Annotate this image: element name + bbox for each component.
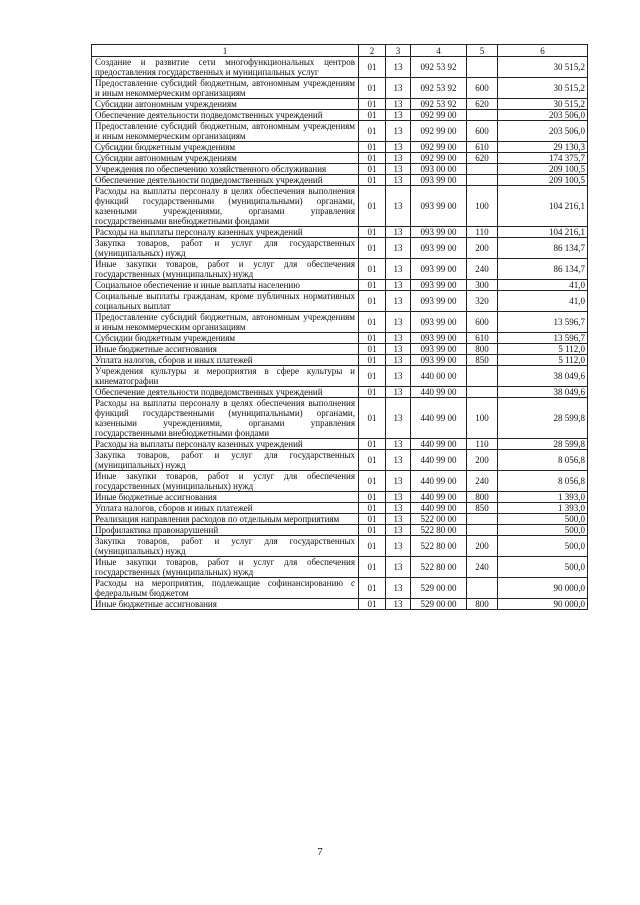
cell-prz: 13: [386, 503, 411, 514]
cell-sum: 104 216,1: [498, 186, 588, 227]
cell-prz: 13: [386, 57, 411, 78]
cell-prz: 13: [386, 599, 411, 610]
table-row: [92, 121, 588, 142]
cell-name: Учреждения культуры и мероприятия в сфере культуры и кинематографии: [92, 366, 359, 387]
cell-rz: 01: [359, 110, 386, 121]
cell-vr: [467, 366, 498, 387]
cell-name: Уплата налогов, сборов и иных платежей: [92, 503, 359, 514]
table-row: [92, 291, 588, 312]
cell-csr: 092 99 00: [411, 142, 467, 153]
table-row: [92, 450, 588, 471]
header-cell: 4: [411, 45, 467, 57]
cell-vr: [467, 164, 498, 175]
cell-name: Закупка товаров, работ и услуг для государственных (муниципальных) нужд: [92, 536, 359, 557]
cell-prz: 13: [386, 366, 411, 387]
cell-sum: 30 515,2: [498, 57, 588, 78]
table-body: [92, 57, 588, 610]
cell-vr: 620: [467, 99, 498, 110]
cell-sum: 5 112,0: [498, 344, 588, 355]
header-cell: 2: [359, 45, 386, 57]
table-row: [92, 398, 588, 439]
table-row: [92, 333, 588, 344]
table-row: [92, 492, 588, 503]
table-row: [92, 238, 588, 259]
page-number: 7: [317, 846, 323, 858]
cell-csr: 093 99 00: [411, 175, 467, 186]
cell-name: Предоставление субсидий бюджетным, автономным учреждениям и иным некоммерческим организациям: [92, 312, 359, 333]
cell-rz: 01: [359, 503, 386, 514]
cell-vr: 610: [467, 333, 498, 344]
cell-name: Иные закупки товаров, работ и услуг для обеспечения государственных (муниципальных) нужд: [92, 557, 359, 578]
cell-sum: 500,0: [498, 536, 588, 557]
cell-sum: 203 506,0: [498, 110, 588, 121]
cell-name: Иные закупки товаров, работ и услуг для обеспечения государственных (муниципальных) нужд: [92, 471, 359, 492]
cell-csr: 093 99 00: [411, 186, 467, 227]
cell-rz: 01: [359, 333, 386, 344]
cell-name: Уплата налогов, сборов и иных платежей: [92, 355, 359, 366]
cell-sum: 500,0: [498, 557, 588, 578]
cell-rz: 01: [359, 578, 386, 599]
table-row: [92, 439, 588, 450]
cell-sum: 8 056,8: [498, 450, 588, 471]
cell-rz: 01: [359, 599, 386, 610]
cell-prz: 13: [386, 99, 411, 110]
table-row: [92, 344, 588, 355]
cell-sum: 28 599,8: [498, 439, 588, 450]
cell-vr: 240: [467, 259, 498, 280]
cell-name: Субсидии бюджетным учреждениям: [92, 142, 359, 153]
cell-csr: 522 00 00: [411, 514, 467, 525]
table-row: [92, 312, 588, 333]
cell-csr: 440 99 00: [411, 439, 467, 450]
cell-csr: 093 99 00: [411, 259, 467, 280]
cell-csr: 440 99 00: [411, 471, 467, 492]
cell-csr: 440 99 00: [411, 398, 467, 439]
cell-rz: 01: [359, 450, 386, 471]
cell-prz: 13: [386, 227, 411, 238]
cell-sum: 174 375,7: [498, 153, 588, 164]
cell-sum: 30 515,2: [498, 99, 588, 110]
cell-csr: 093 99 00: [411, 312, 467, 333]
cell-csr: 092 53 92: [411, 99, 467, 110]
cell-sum: 8 056,8: [498, 471, 588, 492]
cell-rz: 01: [359, 492, 386, 503]
cell-vr: 600: [467, 78, 498, 99]
cell-csr: 093 99 00: [411, 355, 467, 366]
table-row: [92, 471, 588, 492]
cell-sum: 30 515,2: [498, 78, 588, 99]
cell-sum: 41,0: [498, 291, 588, 312]
cell-prz: 13: [386, 557, 411, 578]
table-row: [92, 164, 588, 175]
cell-prz: 13: [386, 186, 411, 227]
cell-rz: 01: [359, 355, 386, 366]
cell-vr: 200: [467, 450, 498, 471]
cell-rz: 01: [359, 186, 386, 227]
table-row: [92, 78, 588, 99]
cell-name: Обеспечение деятельности подведомственных учреждений: [92, 387, 359, 398]
cell-prz: 13: [386, 536, 411, 557]
cell-rz: 01: [359, 99, 386, 110]
table-row: [92, 99, 588, 110]
cell-sum: 86 134,7: [498, 259, 588, 280]
table-row: [92, 175, 588, 186]
cell-csr: 093 99 00: [411, 280, 467, 291]
cell-sum: 28 599,8: [498, 398, 588, 439]
cell-prz: 13: [386, 514, 411, 525]
cell-sum: 1 393,0: [498, 503, 588, 514]
table-row: [92, 525, 588, 536]
table-row: [92, 142, 588, 153]
cell-csr: 092 99 00: [411, 121, 467, 142]
cell-name: Расходы на выплаты персоналу в целях обеспечения выполнения функций государственными (муниципальными) органами, казенными учреждениями, органами управления государственными внебюджетными фондами: [92, 186, 359, 227]
cell-rz: 01: [359, 398, 386, 439]
cell-sum: 90 000,0: [498, 599, 588, 610]
cell-vr: 240: [467, 557, 498, 578]
cell-vr: 850: [467, 355, 498, 366]
cell-prz: 13: [386, 312, 411, 333]
cell-vr: 240: [467, 471, 498, 492]
cell-vr: [467, 578, 498, 599]
table-row: [92, 366, 588, 387]
cell-prz: 13: [386, 164, 411, 175]
cell-rz: 01: [359, 78, 386, 99]
cell-vr: 200: [467, 238, 498, 259]
cell-vr: 850: [467, 503, 498, 514]
cell-csr: 093 99 00: [411, 344, 467, 355]
cell-sum: 13 596,7: [498, 333, 588, 344]
table-row: [92, 503, 588, 514]
cell-name: Субсидии автономным учреждениям: [92, 99, 359, 110]
table-row: [92, 599, 588, 610]
cell-rz: 01: [359, 164, 386, 175]
cell-rz: 01: [359, 57, 386, 78]
cell-csr: 093 99 00: [411, 291, 467, 312]
cell-rz: 01: [359, 153, 386, 164]
cell-csr: 440 99 00: [411, 450, 467, 471]
cell-name: Субсидии автономным учреждениям: [92, 153, 359, 164]
header-cell: 1: [92, 45, 359, 57]
table-row: [92, 514, 588, 525]
cell-rz: 01: [359, 439, 386, 450]
cell-vr: 800: [467, 344, 498, 355]
header-cell: 6: [498, 45, 588, 57]
cell-sum: 13 596,7: [498, 312, 588, 333]
cell-rz: 01: [359, 366, 386, 387]
cell-prz: 13: [386, 110, 411, 121]
cell-sum: 104 216,1: [498, 227, 588, 238]
cell-csr: 092 99 00: [411, 110, 467, 121]
cell-vr: 110: [467, 439, 498, 450]
cell-vr: [467, 525, 498, 536]
cell-rz: 01: [359, 121, 386, 142]
cell-name: Социальное обеспечение и иные выплаты населению: [92, 280, 359, 291]
budget-table: [91, 44, 588, 610]
table-row: [92, 557, 588, 578]
header-cell: 5: [467, 45, 498, 57]
cell-vr: [467, 110, 498, 121]
cell-rz: 01: [359, 387, 386, 398]
cell-csr: 440 99 00: [411, 492, 467, 503]
cell-vr: 800: [467, 492, 498, 503]
cell-prz: 13: [386, 121, 411, 142]
cell-prz: 13: [386, 259, 411, 280]
cell-name: Иные бюджетные ассигнования: [92, 344, 359, 355]
cell-name: Предоставление субсидий бюджетным, автономным учреждениям и иным некоммерческим организациям: [92, 78, 359, 99]
cell-prz: 13: [386, 355, 411, 366]
cell-vr: 100: [467, 186, 498, 227]
cell-prz: 13: [386, 492, 411, 503]
cell-prz: 13: [386, 471, 411, 492]
table-row: [92, 355, 588, 366]
cell-vr: 600: [467, 312, 498, 333]
cell-name: Социальные выплаты гражданам, кроме публичных нормативных социальных выплат: [92, 291, 359, 312]
cell-prz: 13: [386, 398, 411, 439]
cell-prz: 13: [386, 153, 411, 164]
cell-vr: 620: [467, 153, 498, 164]
cell-csr: 440 00 00: [411, 366, 467, 387]
cell-csr: 092 53 92: [411, 57, 467, 78]
cell-sum: 86 134,7: [498, 238, 588, 259]
cell-csr: 092 99 00: [411, 153, 467, 164]
cell-csr: 522 80 00: [411, 525, 467, 536]
cell-vr: 100: [467, 398, 498, 439]
cell-csr: 093 99 00: [411, 333, 467, 344]
cell-name: Закупка товаров, работ и услуг для государственных (муниципальных) нужд: [92, 238, 359, 259]
cell-sum: 41,0: [498, 280, 588, 291]
cell-name: Иные бюджетные ассигнования: [92, 492, 359, 503]
cell-csr: 529 00 00: [411, 578, 467, 599]
cell-name: Обеспечение деятельности подведомственных учреждений: [92, 175, 359, 186]
cell-rz: 01: [359, 175, 386, 186]
cell-csr: 093 00 00: [411, 164, 467, 175]
table-row: [92, 57, 588, 78]
table-row: [92, 280, 588, 291]
cell-vr: 300: [467, 280, 498, 291]
cell-sum: 38 049,6: [498, 387, 588, 398]
cell-vr: 800: [467, 599, 498, 610]
cell-name: Реализация направления расходов по отдельным мероприятиям: [92, 514, 359, 525]
cell-sum: 38 049,6: [498, 366, 588, 387]
cell-sum: 1 393,0: [498, 492, 588, 503]
cell-prz: 13: [386, 291, 411, 312]
header-cell: 3: [386, 45, 411, 57]
table-row: [92, 387, 588, 398]
cell-prz: 13: [386, 450, 411, 471]
table-row: [92, 578, 588, 599]
cell-sum: 209 100,5: [498, 175, 588, 186]
cell-prz: 13: [386, 238, 411, 259]
cell-name: Расходы на выплаты персоналу казенных учреждений: [92, 227, 359, 238]
cell-csr: 093 99 00: [411, 227, 467, 238]
table-row: [92, 153, 588, 164]
cell-prz: 13: [386, 525, 411, 536]
cell-name: Расходы на выплаты персоналу казенных учреждений: [92, 439, 359, 450]
table-row: [92, 186, 588, 227]
cell-sum: 29 130,3: [498, 142, 588, 153]
cell-prz: 13: [386, 142, 411, 153]
cell-rz: 01: [359, 312, 386, 333]
cell-sum: 5 112,0: [498, 355, 588, 366]
cell-csr: 093 99 00: [411, 238, 467, 259]
cell-prz: 13: [386, 175, 411, 186]
cell-sum: 500,0: [498, 514, 588, 525]
cell-vr: [467, 387, 498, 398]
cell-csr: 092 53 92: [411, 78, 467, 99]
cell-sum: 203 506,0: [498, 121, 588, 142]
cell-vr: [467, 57, 498, 78]
cell-rz: 01: [359, 238, 386, 259]
table-row: [92, 536, 588, 557]
table-header-row: [92, 45, 588, 57]
cell-name: Расходы на выплаты персоналу в целях обеспечения выполнения функций государственными (муниципальными) органами, казенными учреждениями, органами управления государственными внебюджетными фондами: [92, 398, 359, 439]
cell-prz: 13: [386, 439, 411, 450]
cell-csr: 440 99 00: [411, 387, 467, 398]
cell-csr: 522 80 00: [411, 536, 467, 557]
cell-name: Расходы на мероприятия, подлежащие софинансированию с федеральным бюджетом: [92, 578, 359, 599]
cell-rz: 01: [359, 280, 386, 291]
cell-name: Учреждения по обеспечению хозяйственного обслуживания: [92, 164, 359, 175]
cell-vr: 110: [467, 227, 498, 238]
cell-prz: 13: [386, 78, 411, 99]
cell-name: Профилактика правонарушений: [92, 525, 359, 536]
cell-sum: 500,0: [498, 525, 588, 536]
cell-rz: 01: [359, 536, 386, 557]
cell-csr: 522 80 00: [411, 557, 467, 578]
cell-rz: 01: [359, 291, 386, 312]
cell-rz: 01: [359, 344, 386, 355]
cell-name: Закупка товаров, работ и услуг для государственных (муниципальных) нужд: [92, 450, 359, 471]
cell-vr: 320: [467, 291, 498, 312]
cell-rz: 01: [359, 514, 386, 525]
cell-rz: 01: [359, 227, 386, 238]
cell-rz: 01: [359, 142, 386, 153]
cell-prz: 13: [386, 333, 411, 344]
cell-vr: 600: [467, 121, 498, 142]
cell-vr: 610: [467, 142, 498, 153]
cell-sum: 209 100,5: [498, 164, 588, 175]
cell-rz: 01: [359, 557, 386, 578]
cell-rz: 01: [359, 525, 386, 536]
cell-name: Субсидии бюджетным учреждениям: [92, 333, 359, 344]
cell-rz: 01: [359, 471, 386, 492]
cell-name: Иные закупки товаров, работ и услуг для обеспечения государственных (муниципальных) нужд: [92, 259, 359, 280]
cell-prz: 13: [386, 578, 411, 599]
cell-csr: 440 99 00: [411, 503, 467, 514]
cell-vr: [467, 514, 498, 525]
table-row: [92, 110, 588, 121]
cell-rz: 01: [359, 259, 386, 280]
cell-name: Создание и развитие сети многофункциональных центров предоставления государственных и муниципальных услуг: [92, 57, 359, 78]
cell-vr: [467, 175, 498, 186]
cell-name: Предоставление субсидий бюджетным, автономным учреждениям и иным некоммерческим организациям: [92, 121, 359, 142]
cell-vr: 200: [467, 536, 498, 557]
cell-prz: 13: [386, 387, 411, 398]
cell-prz: 13: [386, 344, 411, 355]
cell-name: Обеспечение деятельности подведомственных учреждений: [92, 110, 359, 121]
table-row: [92, 227, 588, 238]
cell-prz: 13: [386, 280, 411, 291]
cell-sum: 90 000,0: [498, 578, 588, 599]
cell-name: Иные бюджетные ассигнования: [92, 599, 359, 610]
cell-csr: 529 00 00: [411, 599, 467, 610]
table-row: [92, 259, 588, 280]
